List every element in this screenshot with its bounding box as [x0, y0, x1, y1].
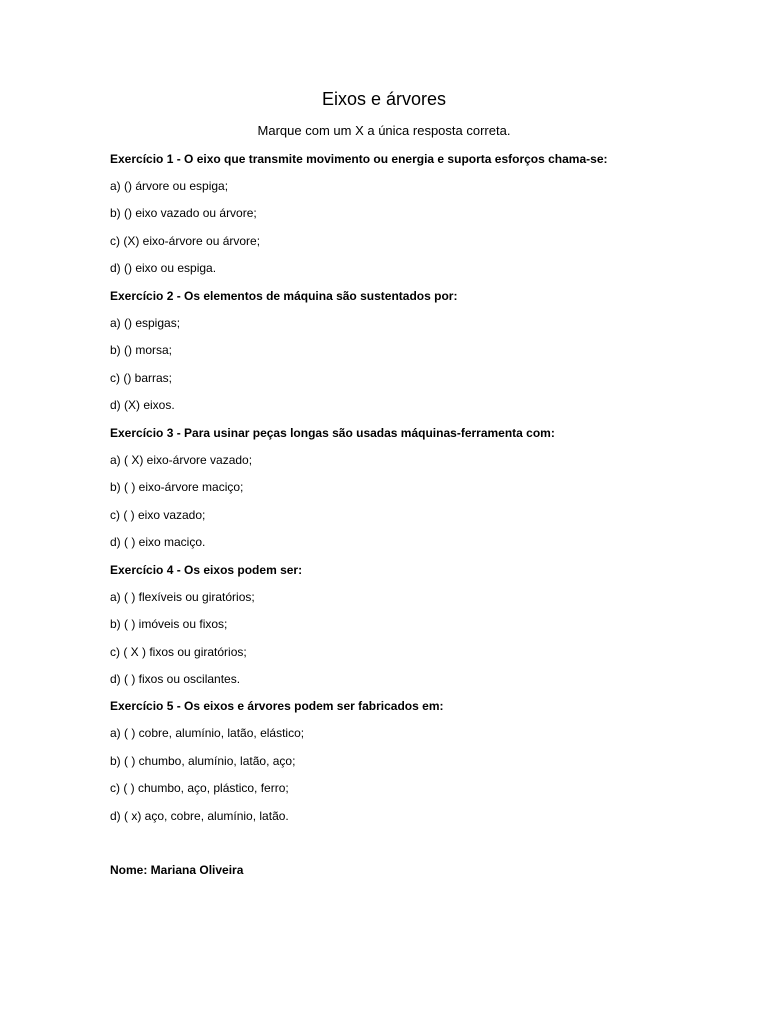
exercise-3-option-c: c) ( ) eixo vazado; — [110, 508, 206, 522]
exercise-4-option-c: c) ( X ) fixos ou giratórios; — [110, 645, 247, 659]
exercise-2-question: Exercício 2 - Os elementos de máquina são sustentados por: — [110, 289, 458, 303]
exercise-4-option-a: a) ( ) flexíveis ou giratórios; — [110, 590, 255, 604]
document-title: Eixos e árvores — [321, 89, 447, 109]
exercise-1-option-c: c) (X) eixo-árvore ou árvore; — [110, 234, 261, 248]
exercise-3-option-d: d) ( ) eixo maciço. — [110, 535, 206, 549]
exercise-1-option-a: a) () árvore ou espiga; — [110, 179, 229, 193]
exercise-2-option-c: c) () barras; — [110, 371, 173, 385]
student-name: Nome: Mariana Oliveira — [110, 863, 244, 877]
exercise-5-option-b: b) ( ) chumbo, alumínio, latão, aço; — [110, 754, 296, 768]
instruction-text: Marque com um X a única resposta correta. — [257, 123, 511, 138]
exercise-4-option-b: b) ( ) imóveis ou fixos; — [110, 617, 228, 631]
exercise-1-option-d: d) () eixo ou espiga. — [110, 261, 217, 275]
exercise-2-option-d: d) (X) eixos. — [110, 398, 175, 412]
exercise-1-question: Exercício 1 - O eixo que transmite movimento ou energia e suporta esforços chama-se: — [110, 152, 608, 166]
exercise-1-option-b: b) () eixo vazado ou árvore; — [110, 206, 257, 220]
exercise-3-question: Exercício 3 - Para usinar peças longas são usadas máquinas-ferramenta com: — [110, 426, 555, 440]
exercise-5-question: Exercício 5 - Os eixos e árvores podem ser fabricados em: — [110, 699, 444, 713]
exercise-5-option-c: c) ( ) chumbo, aço, plástico, ferro; — [110, 781, 289, 795]
exercise-3-option-a: a) ( X) eixo-árvore vazado; — [110, 453, 253, 467]
exercise-2-option-a: a) () espigas; — [110, 316, 181, 330]
exercise-3-option-b: b) ( ) eixo-árvore maciço; — [110, 480, 244, 494]
exercise-5-option-d: d) ( x) aço, cobre, alumínio, latão. — [110, 809, 289, 823]
exercise-5-option-a: a) ( ) cobre, alumínio, latão, elástico; — [110, 726, 305, 740]
exercise-4-question: Exercício 4 - Os eixos podem ser: — [110, 563, 303, 577]
exercise-2-option-b: b) () morsa; — [110, 343, 173, 357]
exercise-4-option-d: d) ( ) fixos ou oscilantes. — [110, 672, 241, 686]
